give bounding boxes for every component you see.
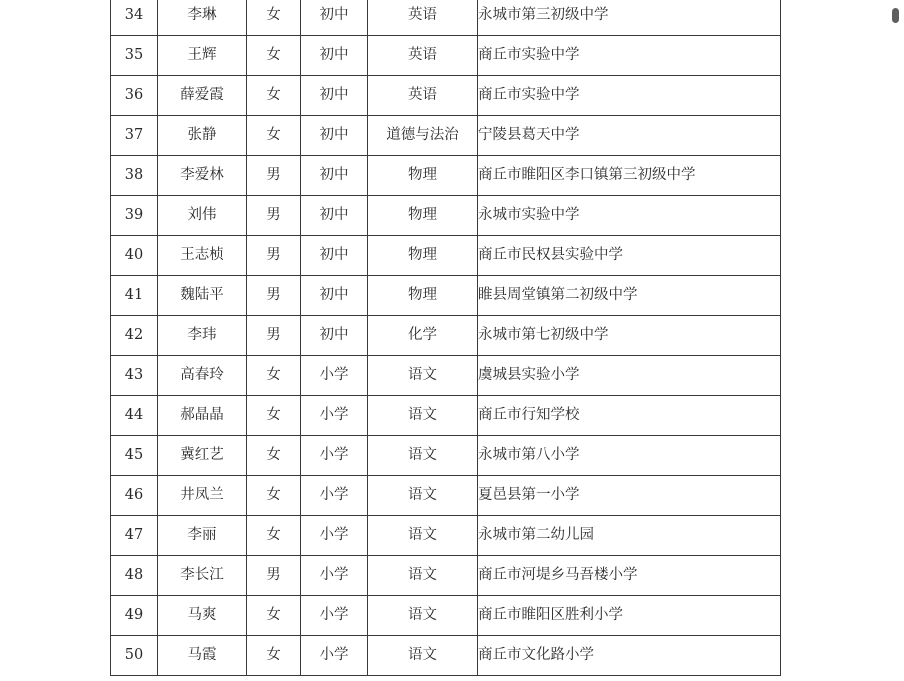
school-level-cell: 小学 (301, 596, 368, 636)
row-number: 46 (111, 476, 158, 516)
table-row (111, 556, 781, 596)
teacher-name: 王志桢 (158, 236, 247, 276)
teacher-name: 郝晶晶 (158, 396, 247, 436)
gender-cell: 女 (247, 116, 301, 156)
teacher-name: 刘伟 (158, 196, 247, 236)
subject-cell: 物理 (368, 156, 478, 196)
gender-cell: 女 (247, 636, 301, 676)
school-name-cell: 永城市实验中学 (478, 196, 781, 236)
teacher-name: 张静 (158, 116, 247, 156)
teacher-name: 李长江 (158, 556, 247, 596)
row-number: 39 (111, 196, 158, 236)
table-row (111, 276, 781, 316)
row-number: 45 (111, 436, 158, 476)
row-number: 38 (111, 156, 158, 196)
table-row (111, 236, 781, 276)
roster-body (111, 0, 781, 676)
gender-cell: 男 (247, 196, 301, 236)
scrollbar-thumb[interactable] (892, 8, 899, 23)
gender-cell: 男 (247, 236, 301, 276)
school-name-cell: 商丘市睢阳区胜利小学 (478, 596, 781, 636)
gender-cell: 女 (247, 596, 301, 636)
teacher-roster-table (110, 0, 781, 676)
subject-cell: 语文 (368, 436, 478, 476)
row-number: 41 (111, 276, 158, 316)
school-name-cell: 永城市第八小学 (478, 436, 781, 476)
table-row (111, 436, 781, 476)
table-row (111, 356, 781, 396)
gender-cell: 女 (247, 36, 301, 76)
school-name-cell: 永城市第二幼儿园 (478, 516, 781, 556)
school-level-cell: 小学 (301, 476, 368, 516)
school-name-cell: 商丘市河堤乡马吾楼小学 (478, 556, 781, 596)
gender-cell: 男 (247, 276, 301, 316)
table-row (111, 516, 781, 556)
subject-cell: 语文 (368, 476, 478, 516)
subject-cell: 语文 (368, 636, 478, 676)
teacher-name: 魏陆平 (158, 276, 247, 316)
teacher-name: 井凤兰 (158, 476, 247, 516)
table-row (111, 156, 781, 196)
gender-cell: 男 (247, 316, 301, 356)
teacher-name: 李琳 (158, 0, 247, 36)
table-row (111, 116, 781, 156)
row-number: 49 (111, 596, 158, 636)
teacher-name: 马霞 (158, 636, 247, 676)
school-level-cell: 初中 (301, 236, 368, 276)
row-number: 47 (111, 516, 158, 556)
school-name-cell: 夏邑县第一小学 (478, 476, 781, 516)
row-number: 48 (111, 556, 158, 596)
table-row (111, 396, 781, 436)
school-name-cell: 商丘市实验中学 (478, 76, 781, 116)
row-number: 40 (111, 236, 158, 276)
subject-cell: 物理 (368, 236, 478, 276)
table-row (111, 0, 781, 36)
teacher-name: 王辉 (158, 36, 247, 76)
gender-cell: 女 (247, 0, 301, 36)
subject-cell: 物理 (368, 276, 478, 316)
row-number: 42 (111, 316, 158, 356)
table-row (111, 636, 781, 676)
school-level-cell: 小学 (301, 356, 368, 396)
teacher-name: 冀红艺 (158, 436, 247, 476)
subject-cell: 化学 (368, 316, 478, 356)
school-level-cell: 初中 (301, 276, 368, 316)
subject-cell: 物理 (368, 196, 478, 236)
school-name-cell: 永城市第七初级中学 (478, 316, 781, 356)
teacher-name: 高春玲 (158, 356, 247, 396)
school-name-cell: 商丘市行知学校 (478, 396, 781, 436)
gender-cell: 女 (247, 436, 301, 476)
school-level-cell: 小学 (301, 556, 368, 596)
school-level-cell: 小学 (301, 516, 368, 556)
table-row (111, 36, 781, 76)
gender-cell: 女 (247, 396, 301, 436)
school-name-cell: 永城市第三初级中学 (478, 0, 781, 36)
table-row (111, 76, 781, 116)
school-level-cell: 初中 (301, 76, 368, 116)
school-name-cell: 睢县周堂镇第二初级中学 (478, 276, 781, 316)
gender-cell: 女 (247, 516, 301, 556)
school-level-cell: 初中 (301, 116, 368, 156)
school-level-cell: 初中 (301, 196, 368, 236)
row-number: 34 (111, 0, 158, 36)
row-number: 35 (111, 36, 158, 76)
subject-cell: 英语 (368, 76, 478, 116)
row-number: 44 (111, 396, 158, 436)
teacher-name: 薛爱霞 (158, 76, 247, 116)
teacher-name: 李爱林 (158, 156, 247, 196)
school-name-cell: 商丘市文化路小学 (478, 636, 781, 676)
subject-cell: 英语 (368, 0, 478, 36)
subject-cell: 语文 (368, 356, 478, 396)
school-level-cell: 初中 (301, 0, 368, 36)
school-name-cell: 商丘市睢阳区李口镇第三初级中学 (478, 156, 781, 196)
school-name-cell: 商丘市民权县实验中学 (478, 236, 781, 276)
gender-cell: 女 (247, 356, 301, 396)
table-row (111, 196, 781, 236)
gender-cell: 女 (247, 476, 301, 516)
school-level-cell: 初中 (301, 36, 368, 76)
school-level-cell: 初中 (301, 316, 368, 356)
school-level-cell: 小学 (301, 636, 368, 676)
subject-cell: 道德与法治 (368, 116, 478, 156)
gender-cell: 女 (247, 76, 301, 116)
teacher-name: 李玮 (158, 316, 247, 356)
gender-cell: 男 (247, 156, 301, 196)
school-level-cell: 初中 (301, 156, 368, 196)
school-level-cell: 小学 (301, 396, 368, 436)
teacher-name: 马爽 (158, 596, 247, 636)
teacher-name: 李丽 (158, 516, 247, 556)
subject-cell: 语文 (368, 516, 478, 556)
row-number: 37 (111, 116, 158, 156)
gender-cell: 男 (247, 556, 301, 596)
school-level-cell: 小学 (301, 436, 368, 476)
subject-cell: 英语 (368, 36, 478, 76)
row-number: 36 (111, 76, 158, 116)
subject-cell: 语文 (368, 556, 478, 596)
subject-cell: 语文 (368, 396, 478, 436)
table-row (111, 476, 781, 516)
school-name-cell: 宁陵县葛天中学 (478, 116, 781, 156)
school-name-cell: 商丘市实验中学 (478, 36, 781, 76)
row-number: 43 (111, 356, 158, 396)
table-row (111, 596, 781, 636)
row-number: 50 (111, 636, 158, 676)
subject-cell: 语文 (368, 596, 478, 636)
school-name-cell: 虞城县实验小学 (478, 356, 781, 396)
table-row (111, 316, 781, 356)
